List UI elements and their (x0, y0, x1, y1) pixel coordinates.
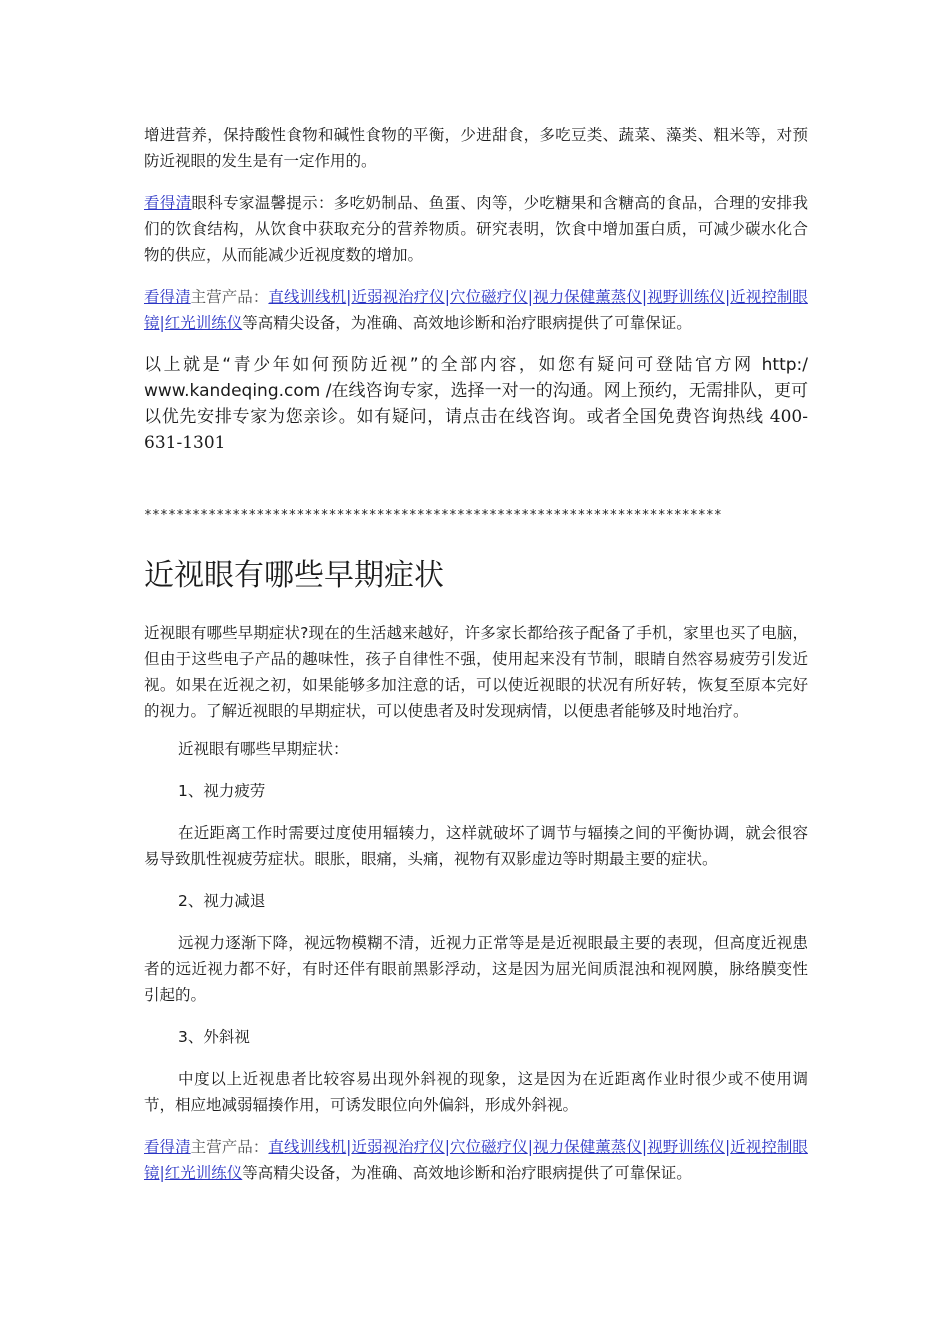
closing-text: 以上就是“青少年如何预防近视”的全部内容，如您有疑问可登陆官方网 http:/ www.kandeqing.com /在线咨询专家，选择一对一的沟通。网上预约，无需排队，更可以优先安排专家为您亲诊。如有疑问，请点击在线咨询。或者 (144, 355, 808, 427)
symptom-2-text: 远视力逐渐下降，视远物模糊不清，近视力正常等是是近视眼最主要的表现，但高度近视患者的远近视力都不好，有时还伴有眼前黑影浮动，这是因为屈光间质混浊和视网膜，脉络膜变性引起的。 (144, 934, 808, 1004)
product-link-magnetic-therapy[interactable]: 穴位磁疗仪 (449, 1138, 528, 1156)
product-link-visual-field-trainer[interactable]: 视野训练仪 (647, 1138, 725, 1156)
product-link-magnetic-therapy[interactable]: 穴位磁疗仪 (449, 288, 528, 306)
nutrition-paragraph: 增进营养，保持酸性食物和碱性食物的平衡，少进甜食，多吃豆类、蔬菜、藻类、粗米等，对预防近视眼的发生是有一定作用的。 (144, 126, 808, 170)
product-link-red-light-trainer[interactable]: 红光训练仪 (164, 314, 243, 332)
intro-paragraph: 近视眼有哪些早期症状?现在的生活越来越好，许多家长都给孩子配备了手机，家里也买了电脑，但由于这些电子产品的趣味性，孩子自律性不强，使用起来没有节制，眼睛自然容易疲劳引发近视。如果在近视之初，如果能够多加注意的话，可以使近视眼的状况有所好转，恢复至原本完好的视力。了解近视眼的早期症状，可以使患者及时发现病情，以便患者能够及时地治疗。 (144, 624, 808, 720)
symptom-3-text: 中度以上近视患者比较容易出现外斜视的现象，这是因为在近距离作业时很少或不使用调节，相应地减弱辐揍作用，可诱发眼位向外偏斜，形成外斜视。 (144, 1070, 808, 1114)
products-tail: 等高精尖设备，为准确、高效地诊断和治疗眼病提供了可靠保证。 (242, 314, 692, 332)
closing-paragraph (144, 352, 808, 456)
article-title: 近视眼有哪些早期症状 (144, 558, 444, 593)
product-link-myopia-glasses[interactable]: 近视控制眼镜 (144, 1138, 808, 1182)
symptom-1-text: 在近距离工作时需要过度使用辐辏力，这样就破坏了调节与辐揍之间的平衡协调，就会很容易导致肌性视疲劳症状。眼胀，眼痛，头痛，视物有双影虚边等时期最主要的症状。 (144, 824, 808, 868)
brand-link[interactable]: 看得清 (144, 1138, 191, 1156)
product-link-red-light-trainer[interactable]: 红光训练仪 (164, 1164, 243, 1182)
product-link-line-trainer[interactable]: 直线训线机 (268, 288, 347, 306)
brand-link[interactable]: 看得清 (144, 288, 191, 306)
symptom-3-title: 3、外斜视 (178, 1028, 250, 1046)
hotline-text: 全国免费咨询热线 400-631-1301 (144, 407, 808, 453)
symptom-2-title: 2、视力减退 (178, 892, 266, 910)
product-link-amblyopia-device[interactable]: 近弱视治疗仪 (351, 1138, 445, 1156)
brand-link[interactable]: 看得清 (144, 194, 192, 212)
product-link-line-trainer[interactable]: 直线训线机 (268, 1138, 347, 1156)
products-paragraph: 看得清主营产品：直线训线机|近弱视治疗仪|穴位磁疗仪|视力保健薰蒸仪|视野训练仪|近视控制眼镜|红光训练仪等高精尖设备，为准确、高效地诊断和治疗眼病提供了可靠保证。 (144, 288, 808, 332)
product-link-myopia-glasses[interactable]: 近视控制眼镜 (144, 288, 808, 332)
products-label: 主营产品： (190, 288, 269, 306)
products-label: 主营产品： (190, 1138, 269, 1156)
products-tail: 等高精尖设备，为准确、高效地诊断和治疗眼病提供了可靠保证。 (242, 1164, 692, 1182)
section-1 (144, 122, 808, 456)
products-paragraph: 看得清主营产品：直线训线机|近弱视治疗仪|穴位磁疗仪|视力保健薰蒸仪|视野训练仪|近视控制眼镜|红光训练仪等高精尖设备，为准确、高效地诊断和治疗眼病提供了可靠保证。 (144, 1138, 808, 1182)
section-2 (144, 620, 808, 1186)
symptoms-subheading: 近视眼有哪些早期症状： (178, 740, 349, 758)
expert-tip-text: 眼科专家温馨提示：多吃奶制品、鱼蛋、肉等，少吃糖果和含糖高的食品，合理的安排我们的饮食结构，从饮食中获取充分的营养物质。研究表明，饮食中增加蛋白质，可减少碳水化合物的供应，从而能减少近视度数的增加。 (144, 194, 808, 264)
product-link-steam-device[interactable]: 视力保健薰蒸仪 (533, 288, 642, 306)
product-link-visual-field-trainer[interactable]: 视野训练仪 (647, 288, 725, 306)
product-link-steam-device[interactable]: 视力保健薰蒸仪 (533, 1138, 642, 1156)
product-link-amblyopia-device[interactable]: 近弱视治疗仪 (351, 288, 445, 306)
separator-line: ************************************************************************ (144, 508, 722, 523)
expert-tip-paragraph (144, 190, 808, 268)
symptom-1-title: 1、视力疲劳 (178, 782, 266, 800)
